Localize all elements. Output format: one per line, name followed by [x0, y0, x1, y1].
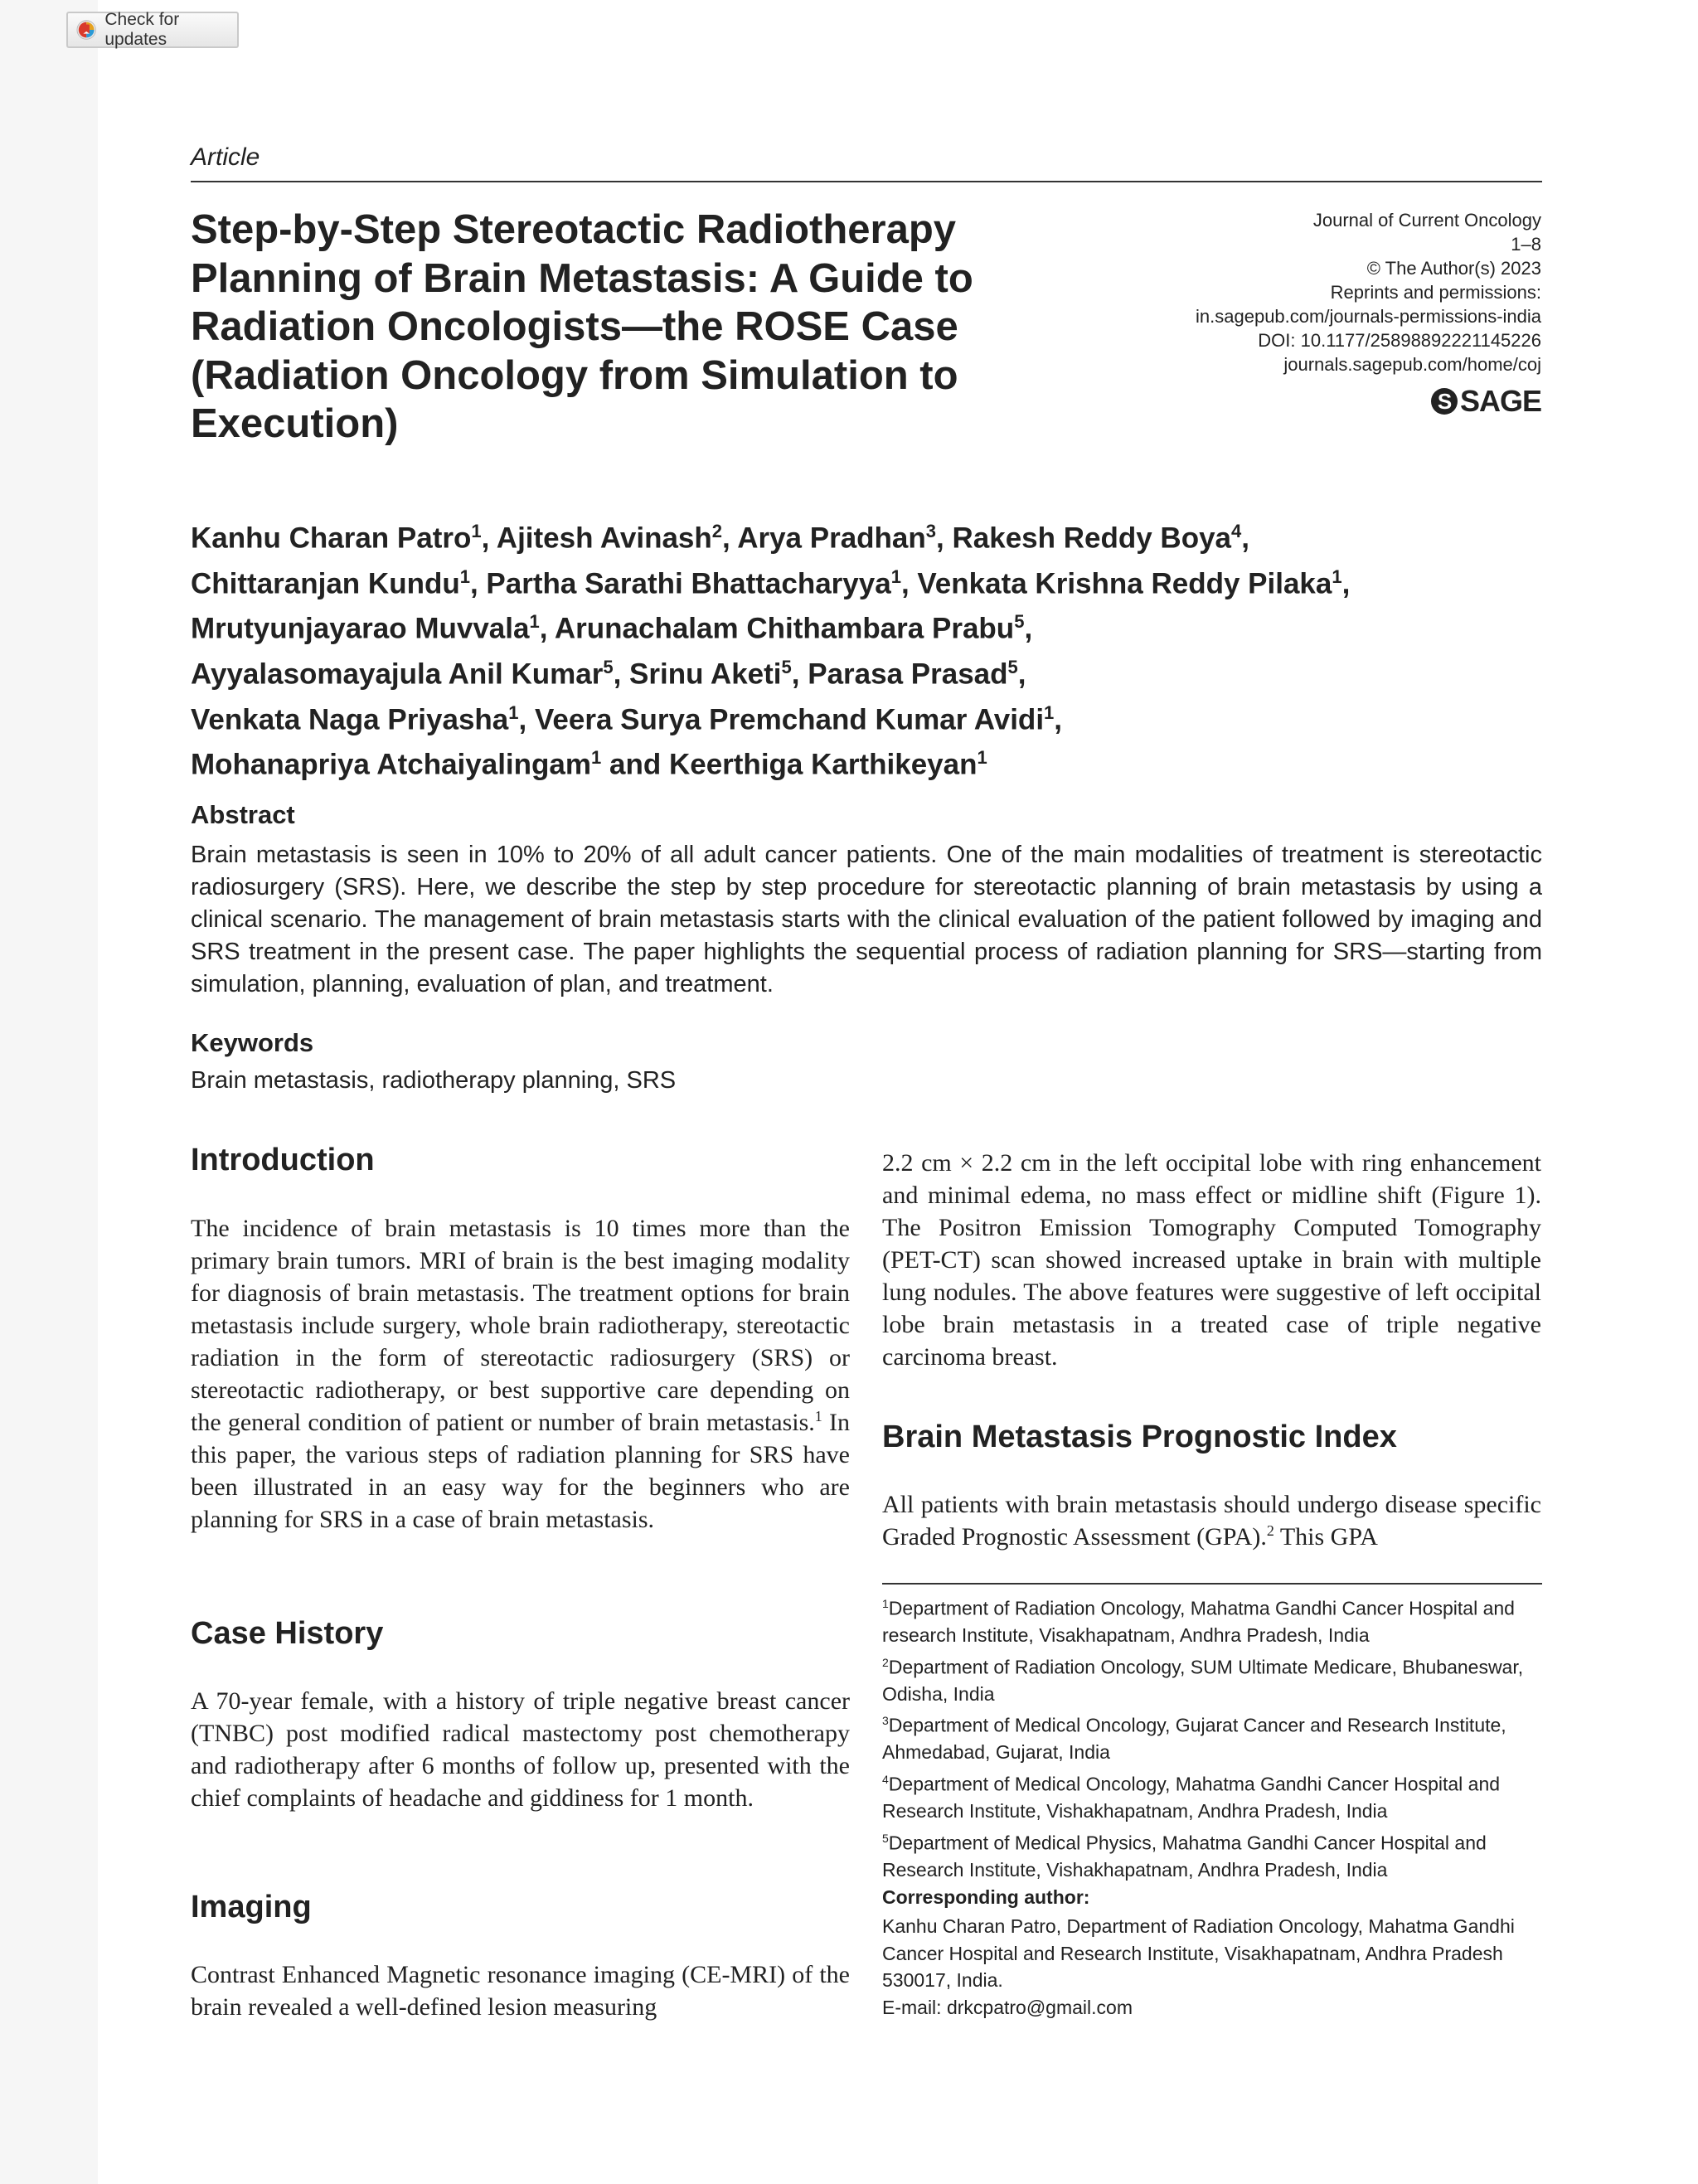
affiliation-list — [882, 1590, 1542, 1883]
author-name: Chittaranjan Kundu — [191, 567, 460, 600]
author-affiliation: 1 — [1332, 565, 1342, 587]
affiliation-number: 2 — [882, 1655, 889, 1669]
crossmark-icon — [76, 19, 96, 41]
corresponding-author-text: Kanhu Charan Patro, Department of Radiation Oncology, Mahatma Gandhi Cancer Hospital and Research Institute, Visakhapatnam, Andhra Pradesh 530017, India. — [882, 1915, 1515, 1991]
author-name: Mohanapriya Atchaiyalingam — [191, 748, 591, 781]
introduction-text-a: The incidence of brain metastasis is 10 times more than the primary brain tumors. MRI of brain is the best imaging modality for diagnosis of brain metastasis. The treatment options for brain metastasis include surgery, whole brain radiotherapy, stereotactic radiation in the form of stereotactic radiosurgery (SRS) or stereotactic radiotherapy, or best supportive care depending on the general condition of patient or number of brain metastasis. — [191, 1215, 850, 1436]
header-divider — [191, 181, 1542, 182]
author-affiliation: 1 — [890, 565, 901, 587]
author-name: Kanhu Charan Patro — [191, 522, 472, 555]
introduction-text — [191, 1212, 850, 1536]
introduction-heading: Introduction — [191, 1143, 375, 1177]
case-history-heading: Case History — [191, 1616, 384, 1651]
article-type-label: Article — [191, 143, 260, 171]
keywords-heading: Keywords — [191, 1028, 314, 1057]
affiliation-text: Department of Radiation Oncology, Mahatma Gandhi Cancer Hospital and research Institute, Visakhapatnam, Andhra Pradesh, India — [882, 1597, 1515, 1647]
sage-emblem-icon — [1430, 387, 1458, 415]
author-affiliation: 5 — [1014, 611, 1025, 633]
author-affiliation: 1 — [977, 747, 987, 769]
author-name: Venkata Naga Priyasha — [191, 703, 509, 736]
affiliation-item — [882, 1649, 1542, 1708]
author-affiliation: 1 — [508, 701, 519, 723]
affiliation-text: Department of Medical Physics, Mahatma Gandhi Cancer Hospital and Research Institute, Vishakhapatnam, Andhra Pradesh, India — [882, 1832, 1487, 1881]
author-name: Parasa Prasad — [808, 658, 1008, 691]
author-affiliation: 2 — [711, 521, 723, 541]
author-name: Venkata Krishna Reddy Pilaka — [917, 567, 1332, 600]
imaging-heading: Imaging — [191, 1890, 312, 1924]
author-affiliation: 1 — [1044, 701, 1055, 723]
author-name: Arunachalam Chithambara Prabu — [554, 612, 1015, 645]
affiliation-item — [882, 1707, 1542, 1766]
permissions-link[interactable]: in.sagepub.com/journals-permissions-india — [1196, 306, 1541, 327]
citation-ref[interactable]: 2 — [1266, 1522, 1274, 1539]
abstract-heading: Abstract — [191, 800, 295, 829]
citation-ref[interactable]: 1 — [814, 1408, 822, 1424]
journal-name: Journal of Current Oncology — [1312, 210, 1541, 231]
affiliation-text: Department of Medical Oncology, Mahatma Gandhi Cancer Hospital and Research Institute, Vishakhapatnam, Andhra Pradesh, India — [882, 1773, 1501, 1822]
prognostic-index-text — [882, 1488, 1541, 1553]
journal-info — [1011, 208, 1541, 376]
footnote-divider — [882, 1583, 1542, 1585]
author-affiliation: 5 — [603, 656, 614, 677]
affiliation-text: Department of Medical Oncology, Gujarat Cancer and Research Institute, Ahmedabad, Gujarat, India — [882, 1714, 1506, 1764]
corresponding-author-heading: Corresponding author: — [882, 1886, 1090, 1908]
imaging-text: Contrast Enhanced Magnetic resonance imaging (CE-MRI) of the brain revealed a well-defined lesion measuring — [191, 1961, 850, 2021]
author-affiliation: 1 — [591, 747, 602, 769]
author-affiliation: 5 — [781, 656, 792, 677]
sage-logo — [1430, 384, 1541, 419]
affiliation-number: 3 — [882, 1714, 889, 1728]
abstract-text: Brain metastasis is seen in 10% to 20% of all adult cancer patients. One of the main modalities of treatment is stereotactic radiosurgery (SRS). Here, we describe the step by step procedure for stereotactic planning of brain metastasis by using a clinical scenario. The management of brain metastasis starts with the clinical evaluation of the patient followed by imaging and SRS treatment in the present case. The paper highlights the sequential process of radiation planning for SRS—starting from simulation, planning, evaluation of plan, and treatment. — [191, 842, 1542, 997]
affiliation-number: 5 — [882, 1831, 889, 1845]
prognostic-index-text-b: This GPA — [1274, 1523, 1378, 1551]
page-margin-shade — [0, 0, 98, 2184]
author-name: Partha Sarathi Bhattacharyya — [486, 567, 891, 600]
author-name: Rakesh Reddy Boya — [952, 522, 1232, 555]
author-name: Ajitesh Avinash — [496, 522, 712, 555]
affiliation-number: 1 — [882, 1597, 889, 1610]
author-name: Mrutyunjayarao Muvvala — [191, 612, 530, 645]
author-name: Ayyalasomayajula Anil Kumar — [191, 658, 604, 691]
author-list: Kanhu Charan Patro$^1$, Ajitesh Avinash$^2$, Arya Pradhan$^3$, Rakesh Reddy Boya$^4$, Chittaranjan Kundu$^1$, Partha Sarathi Bhattacharyya$^1$, Venkata Krishna Reddy Pilaka$^1$, Mrutyunjayarao Muvvala$^1$, Arunachalam Chithambara Prabu$^5$, Ayyalasomayajula Anil Kumar$^5$, Srinu Aketi$^5$, Parasa Prasad$^5$, Venkata Naga Priyasha$^1$, Veera Surya Premchand Kumar Avidi$^1$, Mohanapriya Atchaiyalingam$^1$ and Keerthiga Karthikeyan$^1$ — [191, 521, 1351, 781]
imaging-text-continued: 2.2 cm × 2.2 cm in the left occipital lobe with ring enhancement and minimal edema, no mass effect or midline shift (Figure 1). The Positron Emission Tomography Computed Tomography (PET-CT) scan showed increased uptake in brain with multiple lung nodules. The above features were suggestive of left occipital lobe brain metastasis in a treated case of triple negative carcinoma breast. — [882, 1149, 1541, 1371]
article-title: Step-by-Step Stereotactic Radiotherapy Planning of Brain Metastasis: A Guide to Radiation Oncologists—the ROSE Case (Radiation Oncology from Simulation to Execution) — [191, 207, 973, 446]
reprints-label: Reprints and permissions: — [1330, 282, 1541, 303]
author-affiliation: 1 — [529, 611, 540, 633]
check-for-updates-button[interactable] — [66, 12, 239, 48]
author-affiliation: 5 — [1007, 656, 1018, 677]
publisher-logo-text: SAGE — [1459, 384, 1541, 418]
affiliation-item — [882, 1825, 1542, 1884]
check-for-updates-label: Check for updates — [104, 10, 180, 49]
doi[interactable]: DOI: 10.1177/25898892221145226 — [1258, 330, 1541, 351]
author-affiliation: 4 — [1231, 521, 1242, 541]
author-name: Srinu Aketi — [629, 658, 782, 691]
keywords-text: Brain metastasis, radiotherapy planning, SRS — [191, 1067, 677, 1094]
prognostic-index-text-a: All patients with brain metastasis should undergo disease specific Graded Prognostic Assessment (GPA). — [882, 1491, 1541, 1551]
author-conjunction: and — [609, 748, 662, 781]
affiliation-item — [882, 1766, 1542, 1825]
svg-text:S: S — [1437, 389, 1452, 414]
copyright: © The Author(s) 2023 — [1366, 258, 1541, 279]
author-name: Keerthiga Karthikeyan — [668, 748, 978, 781]
author-affiliation: 1 — [471, 521, 482, 541]
case-history-text: A 70-year female, with a history of triple negative breast cancer (TNBC) post modified radical mastectomy post chemotherapy and radiotherapy after 6 months of follow up, presented with the chief complaints of headache and giddiness for 1 month. — [191, 1687, 850, 1812]
author-affiliation: 3 — [925, 521, 937, 541]
page-range: 1–8 — [1511, 234, 1541, 255]
journal-home-link[interactable]: journals.sagepub.com/home/coj — [1283, 354, 1541, 375]
introduction-text-b: In this paper, the various steps of radiation planning for SRS have been illustrated in an easy way for the beginners who are planning for SRS in a case of brain metastasis. — [191, 1409, 850, 1533]
affiliation-number: 4 — [882, 1772, 889, 1786]
author-name: Arya Pradhan — [737, 522, 926, 555]
affiliation-text: Department of Radiation Oncology, SUM Ultimate Medicare, Bhubaneswar, Odisha, India — [882, 1656, 1524, 1705]
prognostic-index-heading: Brain Metastasis Prognostic Index — [882, 1420, 1397, 1454]
author-name: Veera Surya Premchand Kumar Avidi — [534, 703, 1045, 736]
affiliation-item — [882, 1590, 1542, 1649]
author-affiliation: 1 — [459, 565, 470, 587]
corresponding-author-block — [882, 1913, 1542, 2021]
corresponding-author-email[interactable]: E-mail: drkcpatro@gmail.com — [882, 1996, 1133, 2018]
